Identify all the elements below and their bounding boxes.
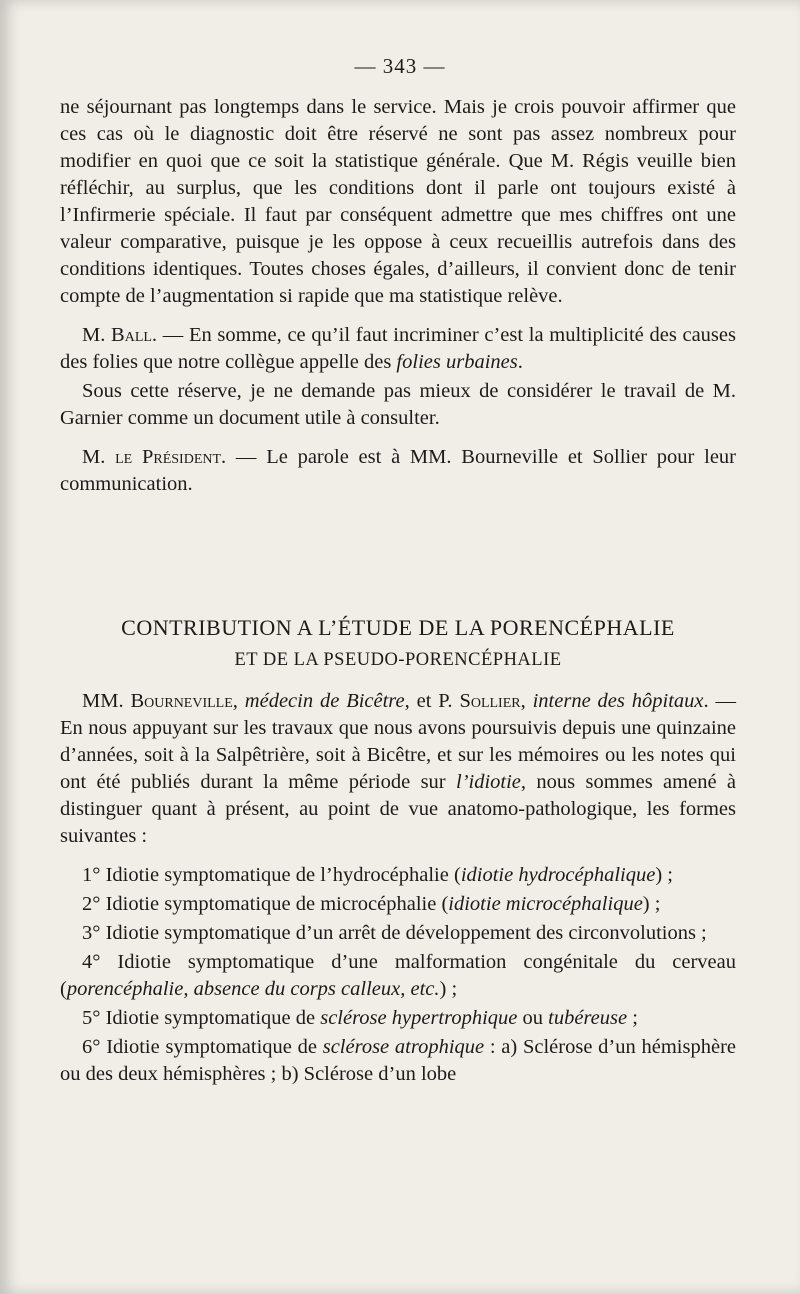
paragraph-end: . [517,351,523,373]
item-text: Idiotie symptomatique de l’hydrocéphalie ( [100,864,461,886]
discussion-section [60,94,736,510]
item-text: Idiotie symptomatique d’un arrêt de développement des circonvolutions ; [100,922,707,944]
italic-term: l’idiotie [456,771,521,793]
item-end: ) ; [655,864,673,886]
speaker-name: M. Ball. [82,324,158,346]
author-role: médecin de Bicêtre [244,690,405,712]
item-text: Idiotie symptomatique de [100,1007,321,1029]
italic-term: tubéreuse [548,1007,628,1029]
author-name: Bourneville [130,690,233,712]
item-text: Idiotie symptomatique de [100,1036,323,1058]
italic-term: sclérose hypertrophique [320,1007,518,1029]
item-number: 6° [82,1036,101,1058]
item-end: : a) Sclérose d’un hémisphère ou des deux hémisphères ; b) Sclérose d’un lobe [60,1036,737,1085]
intro-text: . — En nous appuyant sur les travaux que nous avons poursuivis depuis une quinzaine d’années, soit à la Salpêtrière, soit à Bicêtre, et sur les mémoires ou les notes qui ont été publiés durant la même période sur [60,690,736,793]
paragraph-president [60,444,736,498]
paragraph-ball [60,322,736,376]
article-body [60,688,736,1088]
item-end: ; [627,1007,638,1029]
article-intro [60,688,736,850]
intro-prefix: MM. [82,690,131,712]
paragraph-continuation: ne séjournant pas longtemps dans le service. Mais je crois pouvoir affirmer que ces cas où le diagnostic doit être réservé ne sont pas assez nombreux pour modifier en quoi que ce soit la statistique générale. Que M. Régis veuille bien réfléchir, au surplus, que les conditions dont il parle ont toujours existé à l’Infirmerie spéciale. Il faut par conséquent admettre que mes chiffres ont une valeur comparative, puisque je les oppose à ceux recueillis autrefois dans des conditions identiques. Toutes choses égales, d’ailleurs, il convient donc de tenir compte de l’augmentation si rapide que ma statistique relève. [60,96,736,307]
comma: , [232,690,245,712]
italic-term: folies urbaines [396,351,518,373]
italic-term: idiotie hydrocéphalique [460,864,656,886]
page-number: — 343 — [354,54,446,78]
item-text: Idiotie symptomatique de microcéphalie ( [100,893,449,915]
list-item [60,862,736,889]
item-end: ) ; [642,893,661,915]
italic-term: idiotie microcéphalique [448,893,643,915]
item-mid: ou [517,1007,549,1029]
list-item [60,1005,736,1032]
paragraph-text: — Le parole est à MM. Bourneville et Sollier pour leur communication. [60,446,736,495]
speaker-name: M. le Président. [82,446,227,468]
list-item [60,1034,736,1088]
author-role: interne des hôpitaux [532,690,704,712]
item-number: 2° [82,893,101,915]
intro-text: , nous sommes amené à distinguer quant à présent, au point de vue anatomo-pathologique, les formes suivantes : [60,771,736,847]
item-end: ) ; [439,978,458,1000]
paragraph-reserve: Sous cette réserve, je ne demande pas mieux de considérer le travail de M. Garnier comme un document utile à consulter. [60,380,736,429]
comma: , [520,690,533,712]
article-subtitle: ET DE LA PSEUDO-PORENCÉPHALIE [234,650,562,670]
item-number: 5° [82,1007,101,1029]
article-title: CONTRIBUTION A L’ÉTUDE DE LA PORENCÉPHALIE [121,615,675,640]
paragraph-text: — En somme, ce qu’il faut incriminer c’est la multiplicité des causes des folies que notre collègue appelle des [60,324,736,373]
list-item [60,949,736,1003]
list-item [60,920,736,947]
italic-term: sclérose atrophique [322,1036,485,1058]
list-item [60,891,736,918]
intro-mid: , et P. [404,690,460,712]
item-text: Idiotie symptomatique d’une malformation congénitale du cerveau ( [60,951,736,1000]
italic-term: porencéphalie, absence du corps calleux, etc. [66,978,440,1000]
item-number: 1° [82,864,101,886]
item-number: 3° [82,922,101,944]
author-name: Sollier [459,690,521,712]
item-number: 4° [82,951,101,973]
